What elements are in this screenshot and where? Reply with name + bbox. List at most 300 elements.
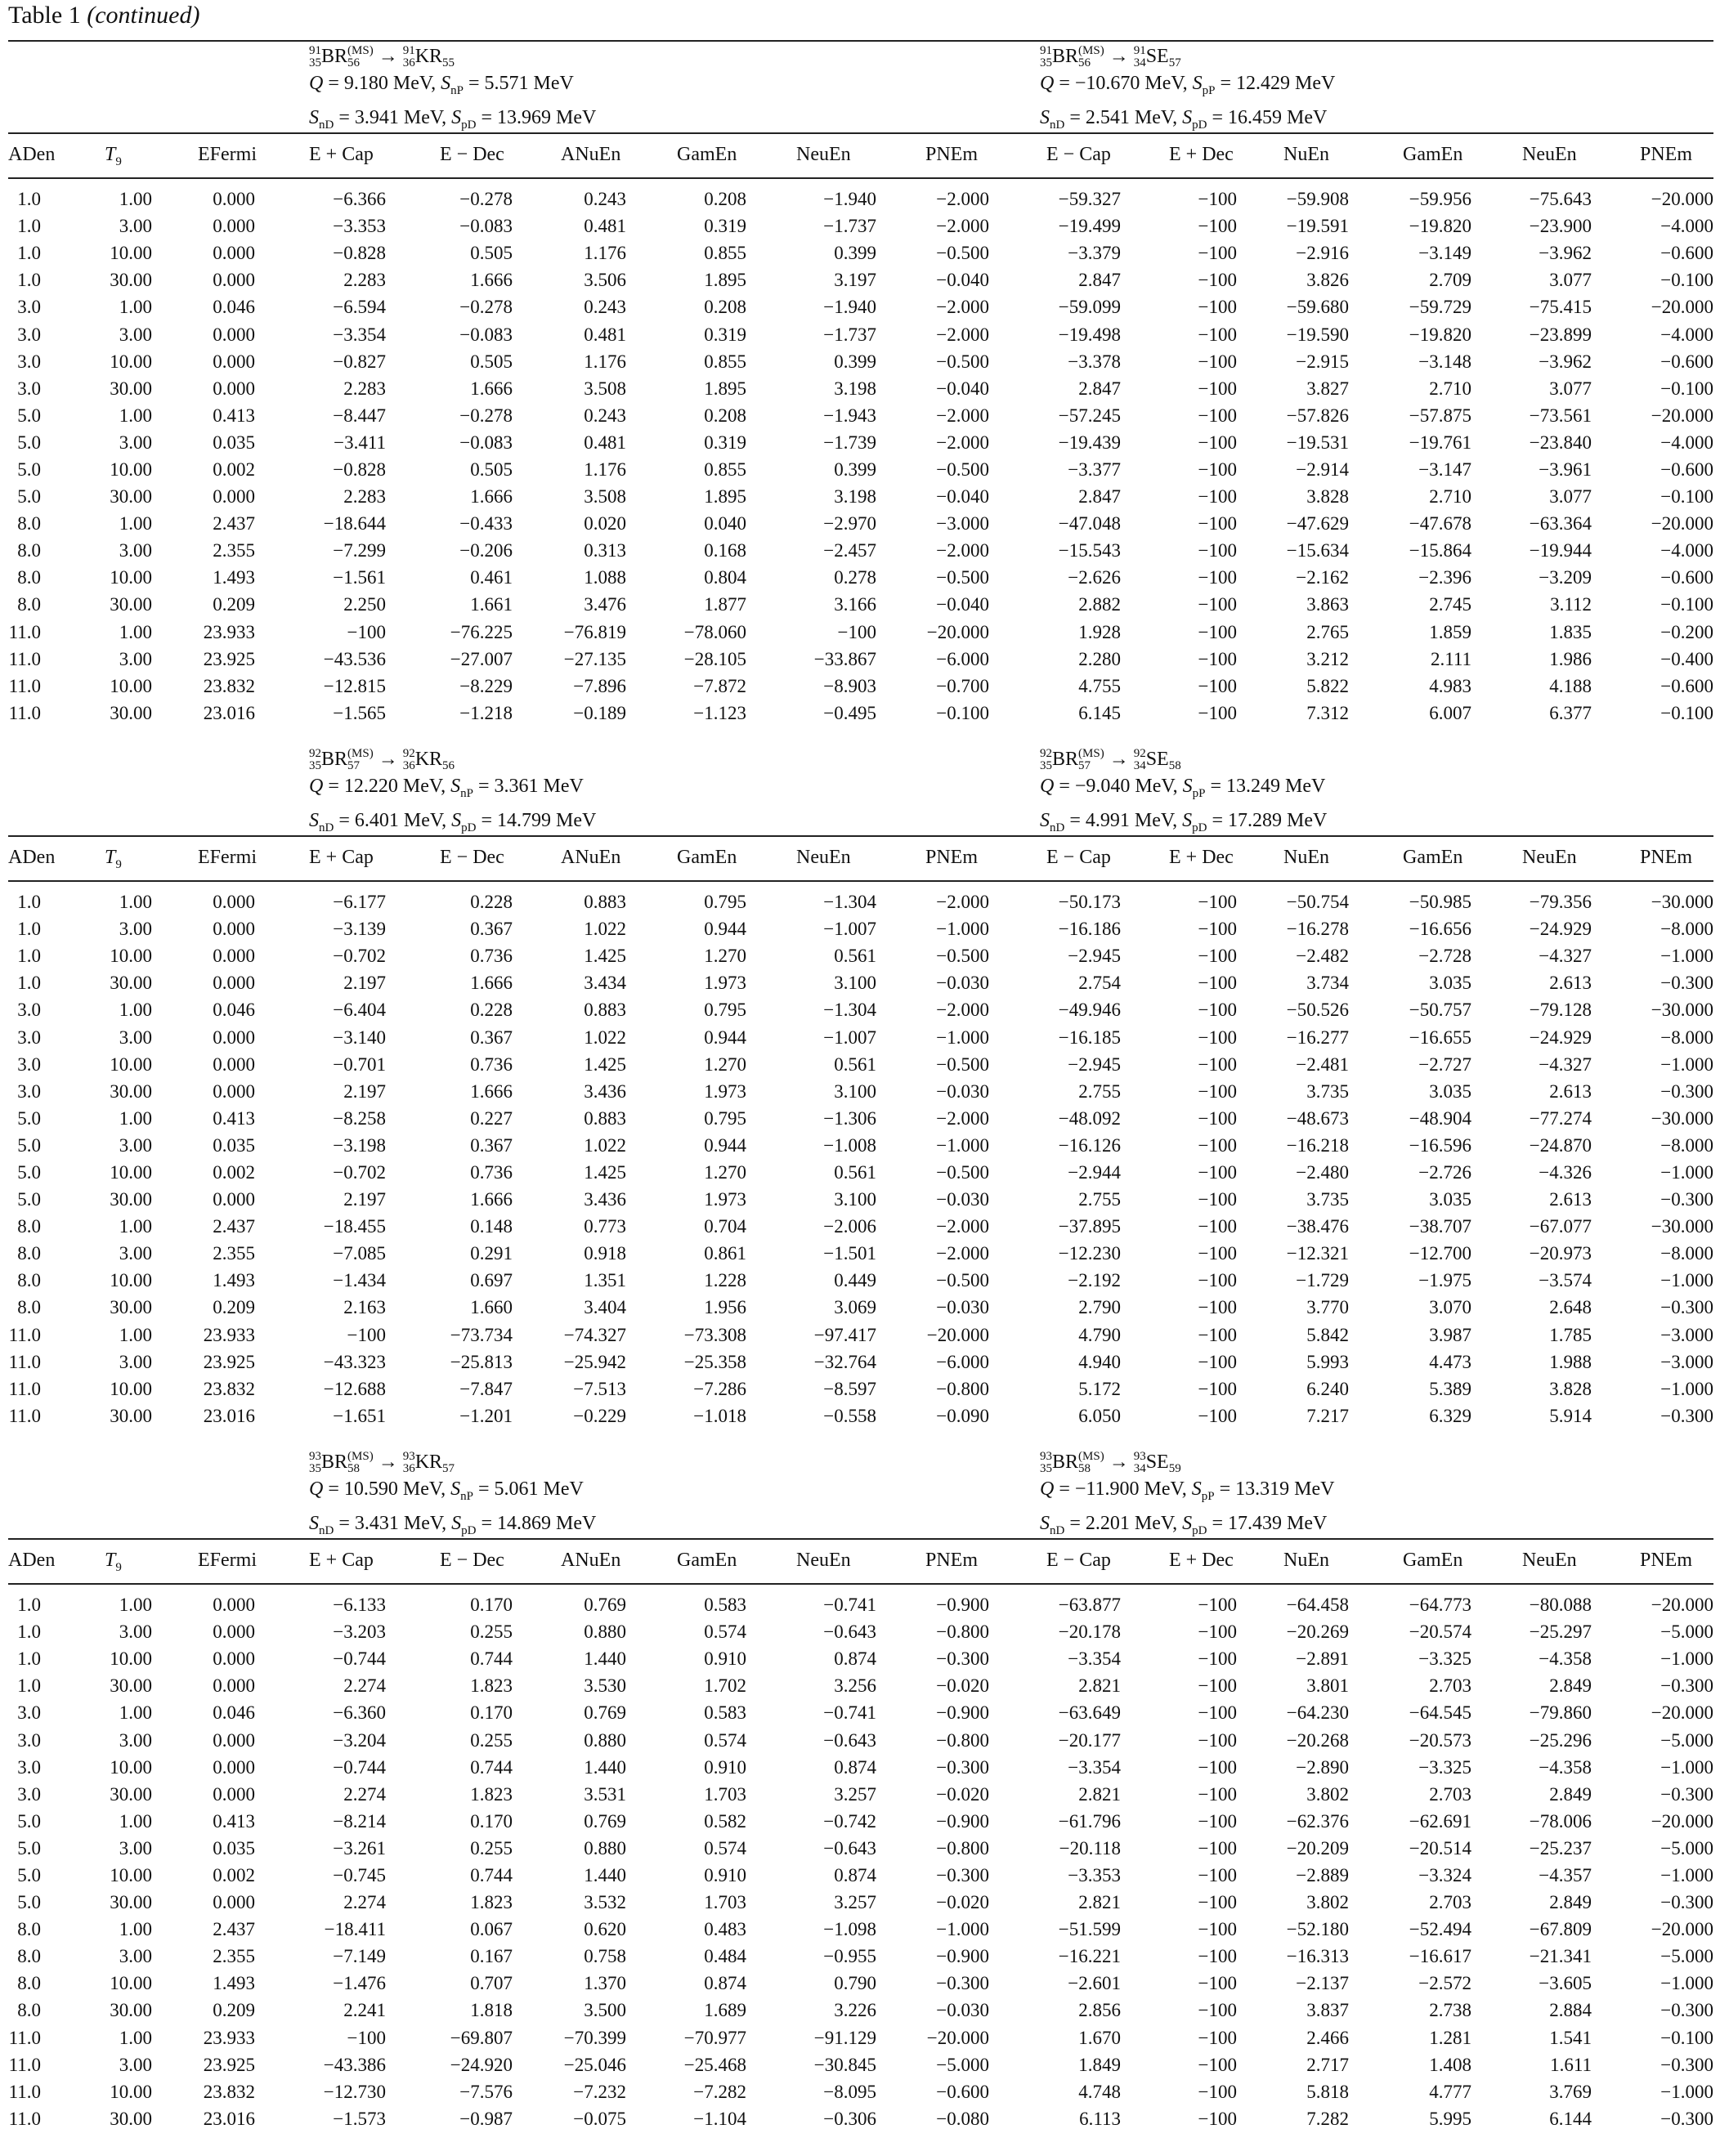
table-cell: −2.601: [1068, 1973, 1121, 1994]
table-cell: −24.870: [1529, 1134, 1592, 1156]
table-cell: 0.367: [470, 919, 513, 940]
table-cell: 0.046: [213, 1702, 255, 1724]
daughter-nucleus-postscript: [1169, 1451, 1181, 1475]
table-cell: 1.823: [470, 1675, 513, 1697]
table-cell: 0.795: [704, 892, 746, 913]
table-cell: −91.129: [813, 2027, 876, 2048]
table-cell: 3.198: [834, 378, 876, 399]
table-cell: −100: [1198, 1270, 1237, 1291]
table-cell: 0.880: [584, 1729, 626, 1751]
table-cell: 3.827: [1306, 378, 1349, 399]
table-cell: −76.819: [563, 621, 626, 642]
table-cell: 2.355: [213, 1946, 255, 1967]
table-cell: −0.500: [936, 946, 989, 967]
separation-symbol: S: [451, 1512, 462, 1534]
separation-subscript: pP: [1201, 1489, 1215, 1503]
table-cell: −100: [347, 1324, 386, 1345]
table-cell: −100: [1198, 1783, 1237, 1805]
table-cell: −1.000: [1660, 946, 1713, 967]
table-cell: 1.088: [584, 567, 626, 588]
q-value-line: [309, 773, 596, 807]
table-cell: 0.046: [213, 1000, 255, 1021]
table-cell: −0.600: [1660, 675, 1713, 696]
table-cell: −25.468: [683, 2054, 746, 2075]
table-cell: 0.000: [213, 1675, 255, 1697]
table-cell: −6.133: [333, 1595, 386, 1616]
parent-nucleus-mass-number: 92: [1040, 747, 1052, 761]
table-cell: 30.00: [110, 702, 152, 723]
table-cell: −100: [1198, 892, 1237, 913]
table-cell: 30.00: [110, 270, 152, 291]
table-cell: 23.016: [203, 702, 255, 723]
table-cell: −100: [1198, 621, 1237, 642]
table-cell: −100: [1198, 1216, 1237, 1237]
daughter-nucleus-mass-number: 93: [1133, 1450, 1146, 1464]
daughter-nucleus-mass-number: 93: [402, 1450, 415, 1464]
table-cell: 0.505: [470, 458, 513, 480]
parent-nucleus: [1040, 1450, 1104, 1476]
table-row: [8, 942, 1713, 969]
table-cell: −70.399: [563, 2027, 626, 2048]
table-cell: 11.0: [8, 1324, 41, 1345]
table-cell: −2.890: [1296, 1756, 1349, 1778]
column-header: EFermi: [198, 847, 257, 868]
table-cell: 0.228: [470, 1000, 513, 1021]
table-cell: 1.666: [470, 270, 513, 291]
table-row: [8, 456, 1713, 483]
table-cell: 1.440: [584, 1648, 626, 1670]
table-cell: 1.666: [470, 973, 513, 994]
table-cell: −20.000: [1651, 1919, 1713, 1940]
table-cell: −100: [1198, 216, 1237, 237]
table-cell: −0.500: [936, 243, 989, 264]
table-cell: −15.634: [1286, 540, 1349, 561]
table-cell: −19.820: [1409, 216, 1471, 237]
table-cell: −2.728: [1418, 946, 1471, 967]
table-cell: −4.327: [1539, 1053, 1592, 1075]
table-cell: −3.204: [333, 1729, 386, 1751]
table-cell: 0.399: [834, 243, 876, 264]
table-cell: 0.413: [213, 1107, 255, 1129]
table-cell: 23.832: [203, 2081, 255, 2102]
table-cell: −0.300: [936, 1864, 989, 1885]
table-cell: 2.821: [1078, 1783, 1121, 1805]
daughter-nucleus-neutron-number: 56: [442, 759, 455, 773]
table-cell: −1.304: [823, 1000, 876, 1021]
table-cell: −50.173: [1058, 892, 1121, 913]
separation-subscript: nD: [1050, 118, 1065, 132]
table-cell: 3.00: [119, 648, 152, 669]
table-cell: −0.433: [459, 513, 513, 535]
table-cell: −0.702: [333, 1161, 386, 1183]
table-cell: −20.000: [926, 1324, 989, 1345]
table-cell: −1.000: [936, 1027, 989, 1048]
table-cell: −32.764: [813, 1351, 876, 1372]
table-cell: −0.800: [936, 1621, 989, 1643]
table-cell: −20.269: [1286, 1621, 1349, 1643]
table-cell: 0.046: [213, 297, 255, 318]
table-cell: −0.030: [936, 2000, 989, 2021]
table-cell: 1.493: [213, 567, 255, 588]
table-cell: 0.910: [704, 1756, 746, 1778]
table-cell: 1.666: [470, 486, 513, 508]
table-row: [8, 1997, 1713, 2024]
daughter-nucleus-atomic-number: 36: [402, 56, 415, 70]
table-cell: −7.232: [573, 2081, 626, 2102]
table-cell: 30.00: [110, 1783, 152, 1805]
table-cell: 0.209: [213, 2000, 255, 2021]
separation-subscript: nP: [450, 83, 464, 97]
table-cell: −1.000: [936, 1919, 989, 1940]
column-header: NeuEn: [1522, 847, 1577, 868]
table-cell: 0.561: [834, 1161, 876, 1183]
daughter-nucleus-postscript: [1169, 45, 1181, 69]
table-cell: 1.660: [470, 1297, 513, 1318]
table-cell: 3.00: [119, 919, 152, 940]
table-cell: −1.000: [1660, 1378, 1713, 1399]
table-cell: 2.283: [343, 378, 386, 399]
table-row: [8, 1078, 1713, 1105]
table-cell: 23.925: [203, 2054, 255, 2075]
table-cell: −8.000: [1660, 1027, 1713, 1048]
table-cell: 23.925: [203, 648, 255, 669]
table-cell: 2.710: [1429, 486, 1471, 508]
table-cell: 30.00: [110, 378, 152, 399]
table-cell: −0.300: [1660, 973, 1713, 994]
table-cell: −100: [1198, 540, 1237, 561]
separation-subscript: nP: [460, 786, 473, 800]
table-cell: 5.822: [1306, 675, 1349, 696]
table-cell: 3.826: [1306, 270, 1349, 291]
separation-symbol: S: [1040, 809, 1050, 831]
table-cell: −7.286: [693, 1378, 746, 1399]
table-cell: 0.243: [584, 297, 626, 318]
table-cell: −30.845: [813, 2054, 876, 2075]
table-cell: 30.00: [110, 2108, 152, 2129]
table-cell: −8.214: [333, 1810, 386, 1832]
table-cell: 10.00: [110, 567, 152, 588]
table-cell: 2.849: [1549, 1783, 1592, 1805]
table-cell: 0.910: [704, 1648, 746, 1670]
table-cell: −100: [1198, 1837, 1237, 1859]
table-row: [8, 1294, 1713, 1321]
table-cell: 0.000: [213, 946, 255, 967]
table-cell: −20.177: [1058, 1729, 1121, 1751]
separation-value: = 2.201 MeV,: [1064, 1512, 1183, 1534]
q-text: = 9.180 MeV,: [323, 73, 437, 94]
table-cell: −100: [1198, 594, 1237, 615]
daughter-nucleus-prescript: [1134, 45, 1146, 69]
table-cell: 8.0: [17, 594, 41, 615]
table-cell: −3.377: [1068, 458, 1121, 480]
table-cell: −2.481: [1296, 1053, 1349, 1075]
table-cell: −59.956: [1409, 189, 1471, 210]
parent-nucleus-prescript: [1040, 1451, 1052, 1475]
table-cell: −1.739: [823, 432, 876, 453]
separation-subscript: pD: [461, 118, 477, 132]
table-cell: 3.035: [1429, 1189, 1471, 1210]
table-row: [8, 239, 1713, 266]
table-cell: 23.933: [203, 2027, 255, 2048]
table-cell: −100: [1198, 567, 1237, 588]
table-cell: 3.0: [17, 1729, 41, 1751]
table-cell: 23.832: [203, 1378, 255, 1399]
table-cell: −0.090: [936, 1405, 989, 1426]
table-cell: −2.944: [1068, 1161, 1121, 1183]
table-cell: −1.008: [823, 1134, 876, 1156]
table-cell: 10.00: [110, 1864, 152, 1885]
table-cell: −100: [1198, 1702, 1237, 1724]
parent-nucleus-element: BR: [321, 46, 348, 67]
daughter-nucleus-atomic-number: 36: [402, 1462, 415, 1476]
table-cell: 2.355: [213, 1243, 255, 1264]
table-cell: −74.327: [563, 1324, 626, 1345]
parent-nucleus-atomic-number: 35: [309, 759, 321, 773]
table-cell: 30.00: [110, 1189, 152, 1210]
parent-nucleus-neutron-number: 57: [347, 759, 361, 773]
table-cell: 1.00: [119, 1595, 152, 1616]
table-cell: 1.0: [17, 919, 41, 940]
table-cell: −4.357: [1539, 1864, 1592, 1885]
table-cell: −100: [1198, 324, 1237, 345]
table-cell: 0.000: [213, 1595, 255, 1616]
table-cell: 30.00: [110, 1892, 152, 1913]
table-cell: −20.000: [1651, 1702, 1713, 1724]
q-symbol: Q: [1040, 776, 1055, 797]
table-cell: 1.228: [704, 1270, 746, 1291]
arrow: →: [1104, 1451, 1134, 1473]
table-cell: −2.000: [936, 1107, 989, 1129]
separation-symbol: S: [1040, 1512, 1050, 1534]
table-cell: 7.282: [1306, 2108, 1349, 2129]
table-cell: 5.0: [17, 1134, 41, 1156]
arrow: →: [373, 1451, 403, 1473]
table-cell: −1.000: [1660, 1161, 1713, 1183]
table-cell: 0.367: [470, 1134, 513, 1156]
table-cell: 3.0: [17, 1756, 41, 1778]
table-cell: −0.040: [936, 594, 989, 615]
table-cell: 2.856: [1078, 2000, 1121, 2021]
table-cell: 4.777: [1429, 2081, 1471, 2102]
table-cell: −20.118: [1059, 1837, 1121, 1859]
table-cell: −100: [1198, 1161, 1237, 1183]
table-cell: 1.988: [1549, 1351, 1592, 1372]
table-cell: −16.655: [1409, 1027, 1471, 1048]
daughter-nucleus-tag: [442, 1451, 455, 1463]
table-cell: 0.880: [584, 1837, 626, 1859]
table-cell: −20.973: [1529, 1243, 1592, 1264]
separation-subscript: nD: [1050, 1523, 1065, 1537]
column-header: PNEm: [925, 847, 979, 868]
table-cell: −100: [1198, 1648, 1237, 1670]
table-cell: 10.00: [110, 1270, 152, 1291]
table-cell: −2.006: [823, 1216, 876, 1237]
separation-symbol: S: [1191, 1478, 1202, 1500]
table-cell: −23.840: [1529, 432, 1592, 453]
column-header: ANuEn: [561, 144, 621, 165]
table-cell: −5.000: [936, 2054, 989, 2075]
q-value-line: [1040, 70, 1335, 105]
column-header: PNEm: [1640, 847, 1693, 868]
table-cell: 3.100: [834, 973, 876, 994]
daughter-nucleus: [402, 44, 455, 70]
table-cell: −0.600: [1660, 351, 1713, 372]
table-cell: −0.558: [823, 1405, 876, 1426]
table-cell: 2.709: [1429, 270, 1471, 291]
table-cell: −0.083: [459, 216, 513, 237]
table-cell: −24.920: [450, 2054, 513, 2075]
table-cell: 2.745: [1429, 594, 1471, 615]
table-cell: −23.900: [1529, 216, 1592, 237]
table-cell: −0.200: [1660, 621, 1713, 642]
table-cell: 0.773: [584, 1216, 626, 1237]
table-cell: 30.00: [110, 1080, 152, 1102]
separation-subscript: nD: [319, 118, 334, 132]
table-cell: −7.872: [693, 675, 746, 696]
table-cell: −43.323: [323, 1351, 386, 1372]
table-cell: −0.827: [333, 351, 386, 372]
q-symbol: Q: [309, 1478, 324, 1500]
column-header-symbol: T: [105, 1550, 116, 1571]
q-text: = −11.900 MeV,: [1054, 1478, 1187, 1500]
table-cell: 0.413: [213, 1810, 255, 1832]
table-cell: 0.399: [834, 351, 876, 372]
table-cell: −3.354: [333, 324, 386, 345]
table-row: [8, 1375, 1713, 1402]
table-cell: 1.0: [17, 892, 41, 913]
table-cell: −0.745: [333, 1864, 386, 1885]
table-cell: 0.790: [834, 1973, 876, 1994]
table-cell: 1.689: [704, 2000, 746, 2021]
table-cell: −2.000: [936, 1216, 989, 1237]
parent-nucleus-postscript: [347, 1451, 374, 1475]
table-cell: −100: [1198, 1243, 1237, 1264]
table-cell: −2.000: [936, 405, 989, 426]
q-value: [1040, 73, 1188, 94]
table-cell: 1.00: [119, 892, 152, 913]
table-cell: 3.198: [834, 486, 876, 508]
table-cell: −7.282: [693, 2081, 746, 2102]
table-cell: 0.067: [470, 1919, 513, 1940]
table-cell: −0.500: [936, 567, 989, 588]
table-cell: −4.000: [1660, 216, 1713, 237]
table-row: [8, 1105, 1713, 1132]
table-cell: −1.000: [1660, 2081, 1713, 2102]
table-cell: −7.847: [459, 1378, 513, 1399]
table-cell: 3.734: [1306, 973, 1349, 994]
table-cell: −19.531: [1286, 432, 1349, 453]
table-cell: 11.0: [8, 2108, 41, 2129]
q-value-line: [1040, 1476, 1334, 1510]
table-cell: −100: [1198, 1919, 1237, 1940]
table-cell: −100: [1198, 1405, 1237, 1426]
table-cell: 0.035: [213, 1134, 255, 1156]
table-cell: −3.147: [1418, 458, 1471, 480]
table-row: [8, 212, 1713, 239]
table-row: [8, 348, 1713, 375]
table-cell: −50.526: [1286, 1000, 1349, 1021]
arrow: →: [1104, 46, 1134, 67]
reaction-line: [1040, 745, 1327, 773]
table-row: [8, 2051, 1713, 2078]
table-cell: 0.000: [213, 243, 255, 264]
table-cell: 0.000: [213, 486, 255, 508]
table-cell: −27.007: [450, 648, 513, 669]
table-cell: 3.802: [1306, 1783, 1349, 1805]
table-cell: 0.582: [704, 1810, 746, 1832]
q-symbol: Q: [1040, 1478, 1055, 1500]
table-cell: 0.804: [704, 567, 746, 588]
daughter-nucleus-element: KR: [414, 749, 443, 770]
table-cell: 1.00: [119, 405, 152, 426]
table-cell: −0.702: [333, 946, 386, 967]
table-cell: 2.754: [1078, 973, 1121, 994]
table-cell: 3.828: [1306, 486, 1349, 508]
table-cell: −100: [1198, 2081, 1237, 2102]
table-cell: −73.561: [1529, 405, 1592, 426]
parent-nucleus-element: BR: [1052, 46, 1079, 67]
table-cell: −0.500: [936, 458, 989, 480]
parent-nucleus-mass-number: 93: [309, 1450, 321, 1464]
column-header: GamEn: [1403, 1550, 1463, 1571]
column-header: GamEn: [1403, 144, 1463, 165]
table-cell: 0.620: [584, 1919, 626, 1940]
table-cell: −0.100: [1660, 594, 1713, 615]
table-cell: −100: [1198, 1973, 1237, 1994]
table-cell: 3.508: [584, 486, 626, 508]
parent-nucleus-postscript: [347, 748, 374, 772]
column-header: E + Dec: [1169, 144, 1234, 165]
table-cell: 0.707: [470, 1973, 513, 1994]
table-cell: 3.00: [119, 540, 152, 561]
table-cell: −2.914: [1296, 458, 1349, 480]
table-cell: −62.691: [1409, 1810, 1471, 1832]
table-cell: −12.230: [1058, 1243, 1121, 1264]
table-cell: 0.255: [470, 1729, 513, 1751]
column-header: E + Dec: [1169, 847, 1234, 868]
table-cell: −0.040: [936, 270, 989, 291]
table-row: [8, 537, 1713, 564]
table-cell: 8.0: [17, 2000, 41, 2021]
table-cell: 0.574: [704, 1621, 746, 1643]
table-cell: −8.000: [1660, 1134, 1713, 1156]
table-cell: 5.0: [17, 405, 41, 426]
parent-nucleus-neutron-number: 58: [1078, 1462, 1091, 1476]
table-row: [8, 915, 1713, 942]
table-cell: −77.274: [1529, 1107, 1592, 1129]
table-cell: −12.730: [323, 2081, 386, 2102]
table-cell: 3.00: [119, 1946, 152, 1967]
table-cell: 1.859: [1429, 621, 1471, 642]
table-cell: −4.000: [1660, 324, 1713, 345]
table-cell: −0.744: [333, 1756, 386, 1778]
table-cell: −100: [1198, 378, 1237, 399]
table-cell: 1.00: [119, 1702, 152, 1724]
table-cell: −3.000: [936, 513, 989, 535]
daughter-nucleus-element: SE: [1145, 1451, 1169, 1473]
table-cell: 6.144: [1549, 2108, 1592, 2129]
table-cell: −3.209: [1539, 567, 1592, 588]
table-cell: 2.717: [1306, 2054, 1349, 2075]
table-cell: −12.700: [1409, 1243, 1471, 1264]
table-cell: −100: [1198, 919, 1237, 940]
table-cell: −1.943: [823, 405, 876, 426]
separation-value: = 5.571 MeV: [463, 73, 574, 94]
table-cell: −2.945: [1068, 946, 1121, 967]
separation-value: = 3.431 MeV,: [334, 1512, 452, 1534]
table-cell: 0.910: [704, 1864, 746, 1885]
table-cell: −50.757: [1409, 1000, 1471, 1021]
